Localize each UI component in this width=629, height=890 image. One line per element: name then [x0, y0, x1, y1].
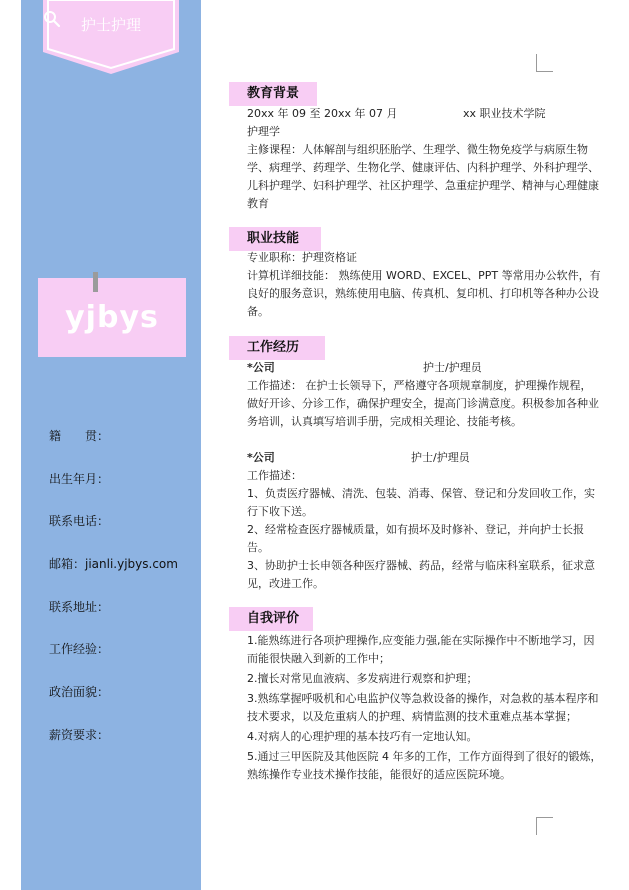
banner-title: 护士护理	[80, 15, 141, 34]
job-1-company: *公司	[247, 361, 275, 374]
self-eval-item: 5.通过三甲医院及其他医院 4 年多的工作，工作方面得到了很好的锻炼，熟练操作专业技术操作技能，能很好的适应医院环境。	[247, 750, 602, 781]
info-phone: 联系电话：	[49, 514, 110, 529]
personal-info-list	[49, 428, 199, 770]
skills-block	[247, 249, 602, 321]
job-2-position: 护士/护理员	[411, 451, 470, 464]
job-2-head	[247, 449, 602, 467]
info-salary: 薪资要求：	[49, 727, 110, 742]
info-email: 邮箱：jianli.yjbys.com	[49, 557, 178, 572]
job-1-head	[247, 359, 602, 377]
logo-mark	[93, 272, 98, 292]
logo	[38, 278, 186, 357]
job-2-item: 3、协助护士长申领各种医疗器械、药品，经常与临床科室联系，征求意见，改进工作。	[247, 559, 595, 590]
logo-text: yjbys	[65, 300, 159, 335]
job-2-item: 1、负责医疗器械、清洗、包装、消毒、保管、登记和分发回收工作，实行下收下送。	[247, 487, 595, 518]
info-birth: 出生年月：	[49, 471, 110, 486]
sidebar	[21, 0, 201, 890]
work-job-2	[247, 449, 602, 593]
info-address: 联系地址：	[49, 599, 110, 614]
info-experience: 工作经验：	[49, 642, 110, 657]
self-eval-block	[247, 632, 602, 784]
education-major: 护理学	[247, 125, 280, 138]
corner-mark-top	[536, 54, 553, 72]
skills-computer: 计算机详细技能： 熟练使用 WORD、EXCEL、PPT 等常用办公软件，有良好的服务意识，熟练使用电脑、传真机、复印机、打印机等各种办公设备。	[247, 269, 601, 318]
education-courses: 主修课程：人体解剖与组织胚胎学、生理学、微生物免疫学与病原生物学、病理学、药理学、生物化学、健康评估、内科护理学、外科护理学、儿科护理学、妇科护理学、社区护理学、急重症护理学、精神与心理健康教育	[247, 143, 599, 210]
education-line	[247, 105, 602, 123]
self-eval-item: 1.能熟练进行各项护理操作,应变能力强,能在实际操作中不断地学习，因而能很快融入到新的工作中；	[247, 634, 595, 665]
search-icon	[43, 10, 61, 28]
info-hometown: 籍 贯：	[49, 429, 110, 443]
job-2-item: 2、经常检查医疗器械质量，如有损坏及时修补、登记，并向护士长报告。	[247, 523, 584, 554]
corner-mark-bottom	[536, 817, 553, 835]
banner	[43, 0, 179, 74]
job-2-desc-label: 工作描述：	[247, 469, 302, 482]
job-1-position: 护士/护理员	[423, 361, 482, 374]
education-school: xx 职业技术学院	[463, 107, 546, 120]
section-heading-skills: 职业技能	[229, 227, 321, 251]
self-eval-item: 4.对病人的心理护理的基本技巧有一定地认知。	[247, 730, 478, 743]
education-period: 20xx 年 09 至 20xx 年 07 月	[247, 107, 398, 120]
self-eval-item: 2.擅长对常见血液病、多发病进行观察和护理；	[247, 672, 478, 685]
skills-title: 专业职称：护理资格证	[247, 251, 357, 264]
work-job-1	[247, 359, 602, 431]
section-heading-education: 教育背景	[229, 82, 317, 106]
section-heading-work: 工作经历	[229, 336, 325, 360]
education-block	[247, 105, 602, 213]
self-eval-item: 3.熟练掌握呼吸机和心电监护仪等急救设备的操作，对急救的基本程序和技术要求，以及危重病人的护理、病情监测的技术重难点基本掌握；	[247, 692, 599, 723]
info-political: 政治面貌：	[49, 685, 110, 700]
section-heading-self-eval: 自我评价	[229, 607, 313, 631]
job-2-company: *公司	[247, 451, 275, 464]
job-1-desc: 工作描述： 在护士长领导下，严格遵守各项规章制度，护理操作规程，做好开诊、分诊工作，确保护理安全，提高门诊满意度。积极参加各种业务培训，认真填写培训手册，完成相关理论、技能考核。	[247, 379, 599, 428]
